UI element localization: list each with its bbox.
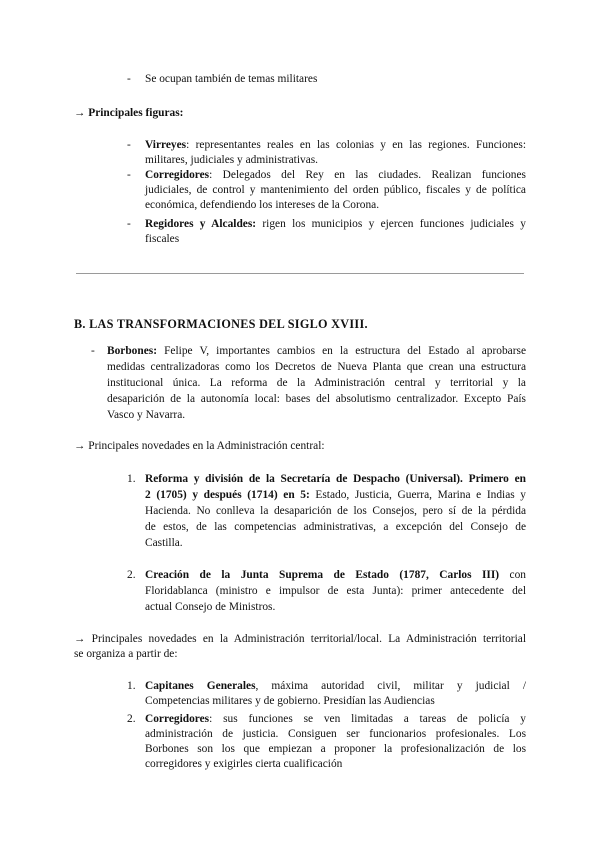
central-item2-line2: Floridablanca (ministro e impulsor de esta Junta): primer antecedente del xyxy=(145,585,526,597)
central-item1-line5: Castilla. xyxy=(145,537,183,549)
corregidores-line2: judiciales, de control y mantenimiento del orden público, fiscales y de política xyxy=(145,184,526,196)
bullet-dash: - xyxy=(127,73,131,85)
territorial-item2-line1: Corregidores: sus funciones se ven limitadas a tareas de policía y xyxy=(145,713,526,725)
regidores-line2: fiscales xyxy=(145,233,180,245)
central-item1-line4: de estos, de las competencias administrativas, a excepción del Consejo de xyxy=(145,521,526,533)
list-number: 1. xyxy=(127,680,136,692)
central-item2-line3: actual Consejo de Ministros. xyxy=(145,601,276,613)
bullet-dash: - xyxy=(91,345,95,357)
borbones-line2: medidas centralizadoras como los Decretos de Nueva Planta que crean una estructura xyxy=(107,361,526,373)
bullet-dash: - xyxy=(127,218,131,230)
territorial-item1-line1: Capitanes Generales, máxima autoridad civil, militar y judicial / xyxy=(145,680,526,692)
territorial-item1-line2: Competencias militares y de gobierno. Presidían las Audiencias xyxy=(145,695,435,707)
borbones-line5: Vasco y Navarra. xyxy=(107,409,186,421)
bullet-dash: - xyxy=(127,169,131,181)
territorial-item2-line3: Borbones son los que empiezan a proponer la profesionalización de los xyxy=(145,743,526,755)
virreyes-line2: militares, judiciales y administrativas. xyxy=(145,154,319,166)
figuras-title: → Principales figuras: xyxy=(74,107,184,119)
corregidores-line1: Corregidores: Delegados del Rey en las ciudades. Realizan funciones xyxy=(145,169,526,181)
territorial-intro2: se organiza a partir de: xyxy=(74,648,178,660)
central-item1-line2: 2 (1705) y después (1714) en 5: Estado, Justicia, Guerra, Marina e Indias y xyxy=(145,489,527,501)
central-item2-line1: Creación de la Junta Suprema de Estado (1787, Carlos III) con xyxy=(145,569,526,581)
text-line: Se ocupan también de temas militares xyxy=(145,73,318,85)
central-intro: → Principales novedades en la Administración central: xyxy=(74,440,325,452)
virreyes-line1: Virreyes: representantes reales en las colonias y en las regiones. Funciones: xyxy=(145,139,526,151)
list-number: 1. xyxy=(127,473,136,485)
territorial-item2-line2: administración de justicia. Consiguen ser funcionarios profesionales. Los xyxy=(145,728,526,740)
corregidores-line3: económica, defendiendo los intereses de la Corona. xyxy=(145,199,380,211)
horizontal-divider xyxy=(76,273,524,274)
regidores-line1: Regidores y Alcaldes: rigen los municipios y ejercen funciones judiciales y xyxy=(145,218,526,230)
central-item1-line1: Reforma y división de la Secretaría de Despacho (Universal). Primero en xyxy=(145,473,526,485)
territorial-intro1: → Principales novedades en la Administración territorial/local. La Administración territorial xyxy=(74,633,526,645)
borbones-line3: institucional única. La reforma de la Administración central y territorial y la xyxy=(107,377,526,389)
arrow-icon: → xyxy=(74,107,86,119)
list-number: 2. xyxy=(127,713,136,725)
list-number: 2. xyxy=(127,569,136,581)
bullet-dash: - xyxy=(127,139,131,151)
territorial-item2-line4: corregidores y exigirles cierta cualificación xyxy=(145,758,343,770)
borbones-line1: Borbones: Felipe V, importantes cambios en la estructura del Estado al aprobarse xyxy=(107,345,526,357)
section-heading: B. LAS TRANSFORMACIONES DEL SIGLO XVIII. xyxy=(74,317,368,331)
borbones-line4: desaparición de la autonomía local: bases del absolutismo centralizador. Excepto País xyxy=(107,393,526,405)
central-item1-line3: Hacienda. No conlleva la desaparición de los Consejos, pero sí de la pérdida xyxy=(145,505,526,517)
